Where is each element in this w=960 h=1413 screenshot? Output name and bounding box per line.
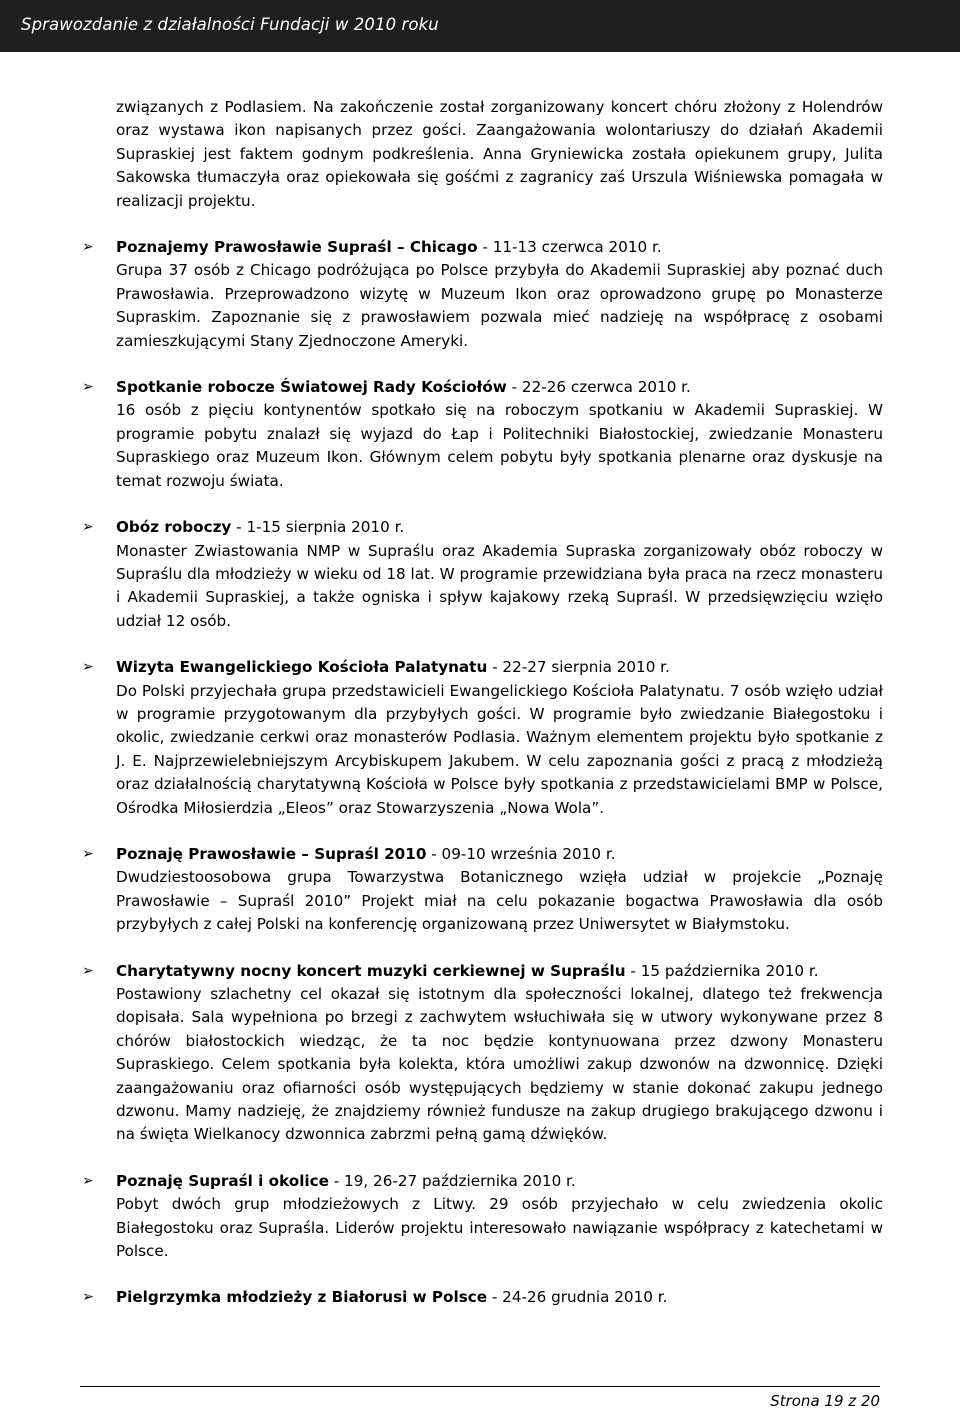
- section-date: - 22-27 sierpnia 2010 r.: [487, 658, 670, 677]
- bullet-arrow-icon: ➢: [82, 659, 94, 676]
- section-wcc-meeting: [82, 376, 883, 493]
- section-body: Monaster Zwiastowania NMP w Supraślu oraz Akademia Supraska zorganizowały obóz roboczy w Supraślu dla młodzieży w wieku od 18 lat. W programie przewidziana była praca na rzecz monasteru i Akademii Supraskiej, a także ogniska i spływ kajakowy rzeką Supraśl. W przedsięwzięciu wzięło udział 12 osób.: [116, 541, 883, 630]
- section-body: Pobyt dwóch grup młodzieżowych z Litwy. 29 osób przyjechało w celu zwiedzenia okolic Białegostoku oraz Supraśla. Liderów projektu interesowało nawiązanie współpracy z katechetami w Polsce.: [116, 1195, 883, 1261]
- bullet-arrow-icon: ➢: [82, 1289, 94, 1306]
- section-body: 16 osób z pięciu kontynentów spotkało się na roboczym spotkaniu w Akademii Supraskiej. W programie pobytu znalazł się wyjazd do Łap i Politechniki Białostockiej, zwiedzanie Monasteru Supraskiego oraz Muzeum Ikon. Głównym celem pobytu były spotkania plenarne oraz dyskusje na temat rozwoju świata.: [116, 401, 883, 490]
- header-title: Sprawozdanie z działalności Fundacji w 2010 roku: [21, 15, 439, 34]
- section-title: Poznaję Prawosławie – Supraśl 2010: [116, 844, 427, 863]
- section-title-line: [116, 960, 883, 983]
- section-title: Obóz roboczy: [116, 518, 232, 537]
- section-date: - 19, 26-27 października 2010 r.: [328, 1171, 576, 1190]
- section-body: Postawiony szlachetny cel okazał się istotnym dla społeczności lokalnej, dlatego też frekwencja dopisała. Sala wypełniona po brzegi z zachwytem wsłuchiwała się w utwory wykonywane przez 8 chórów białostockich wiedząc, że ta noc będzie kontynuowana przez dzwony Monasteru Supraskiego. Celem spotkania była kolekta, która umożliwi zakup dzwonów na dzwonnicę. Dzięki zaangażowaniu oraz ofiarności osób występujących będziemy w stanie dokonać zakupu jednego dzwonu. Mamy nadzieję, że znajdziemy również fundusze na zakup drugiego brakującego dzwonu i na święta Wielkanocy dzwonnica zabrzmi pełną gamą dźwięków.: [116, 985, 883, 1144]
- section-title: Pielgrzymka młodzieży z Białorusi w Polsce: [116, 1288, 488, 1307]
- section-title-line: [116, 843, 883, 866]
- section-title-line: [116, 376, 883, 399]
- section-body: Do Polski przyjechała grupa przedstawicieli Ewangelickiego Kościoła Palatynatu. 7 osób wzięło udział w programie przygotowanym dla przybyłych gości. W programie było zwiedzanie Białegostoku i okolic, zwiedzanie cerkwi oraz monasterów Podlasia. Ważnym elementem projektu było spotkanie z J. E. Najprzewielebniejszym Arcybiskupem Jakubem. W celu zapoznania gości z pracą z młodzieżą oraz działalnością charytatywną Kościoła w Polsce były spotkania z przedstawicielami BMP w Polsce, Ośrodka Miłosierdzia „Eleos” oraz Stowarzyszenia „Nowa Wola”.: [116, 681, 883, 817]
- section-title-line: [116, 236, 883, 259]
- section-title-line: [116, 1170, 883, 1193]
- footer-divider: [80, 1386, 880, 1387]
- section-date: - 09-10 września 2010 r.: [426, 844, 616, 863]
- intro-paragraph: związanych z Podlasiem. Na zakończenie został zorganizowany koncert chóru złożony z Holendrów oraz wystawa ikon napisanych przez gości. Zaangażowania wolontariuszy do działań Akademii Supraskiej jest faktem godnym podkreślenia. Anna Gryniewicka została opiekunem grupy, Julita Sakowska tłumaczyła oraz opiekowała się gośćmi z zagranicy zaś Urszula Wiśniewska pomagała w realizacji projektu.: [116, 98, 883, 210]
- section-title: Spotkanie robocze Światowej Rady Kościołów: [116, 378, 507, 397]
- bullet-arrow-icon: ➢: [82, 845, 94, 862]
- section-work-camp: [82, 516, 883, 633]
- section-date: - 24-26 grudnia 2010 r.: [487, 1288, 668, 1307]
- section-title-line: [116, 656, 883, 679]
- section-poznaje-suprasl: [82, 1170, 883, 1264]
- bullet-arrow-icon: ➢: [82, 962, 94, 979]
- section-body: Grupa 37 osób z Chicago podróżująca po Polsce przybyła do Akademii Supraskiej aby poznać duch Prawosławia. Przeprowadzono wizytę w Muzeum Ikon oraz oprowadzono grupę po Monasterze Supraskim. Zapoznanie się z prawosławiem pozwala mieć nadzieję na współpracę z osobami zamieszkującymi Stany Zjednoczone Ameryki.: [116, 261, 883, 350]
- section-title-line: [116, 516, 883, 539]
- section-charity-concert: [82, 960, 883, 1147]
- bullet-arrow-icon: ➢: [82, 239, 94, 256]
- section-date: - 1-15 sierpnia 2010 r.: [231, 518, 405, 537]
- section-palatinate-visit: [82, 656, 883, 820]
- section-title: Charytatywny nocny koncert muzyki cerkiewnej w Supraślu: [116, 961, 626, 980]
- document-body: [82, 96, 883, 1310]
- page-number: Strona 19 z 20: [770, 1392, 880, 1410]
- bullet-arrow-icon: ➢: [82, 1172, 94, 1189]
- page-footer: [80, 1386, 880, 1413]
- section-chicago: [82, 236, 883, 353]
- section-poznaje-prawoslawie: [82, 843, 883, 937]
- section-title: Poznaję Supraśl i okolice: [116, 1171, 329, 1190]
- section-date: - 11-13 czerwca 2010 r.: [477, 238, 662, 257]
- section-belarus-pilgrimage: [82, 1286, 883, 1309]
- page-header: [0, 0, 960, 52]
- section-date: - 15 października 2010 r.: [625, 961, 819, 980]
- section-title: Poznajemy Prawosławie Supraśl – Chicago: [116, 238, 478, 257]
- section-title: Wizyta Ewangelickiego Kościoła Palatynatu: [116, 658, 488, 677]
- section-title-line: [116, 1286, 883, 1309]
- section-body: Dwudziestoosobowa grupa Towarzystwa Botanicznego wzięła udział w projekcie „Poznaję Prawosławie – Supraśl 2010” Projekt miał na celu pokazanie bogactwa Prawosławia dla osób przybyłych z całej Polski na konferencję organizowaną przez Uniwersytet w Białymstoku.: [116, 868, 883, 934]
- bullet-arrow-icon: ➢: [82, 379, 94, 396]
- section-date: - 22-26 czerwca 2010 r.: [506, 378, 691, 397]
- bullet-arrow-icon: ➢: [82, 519, 94, 536]
